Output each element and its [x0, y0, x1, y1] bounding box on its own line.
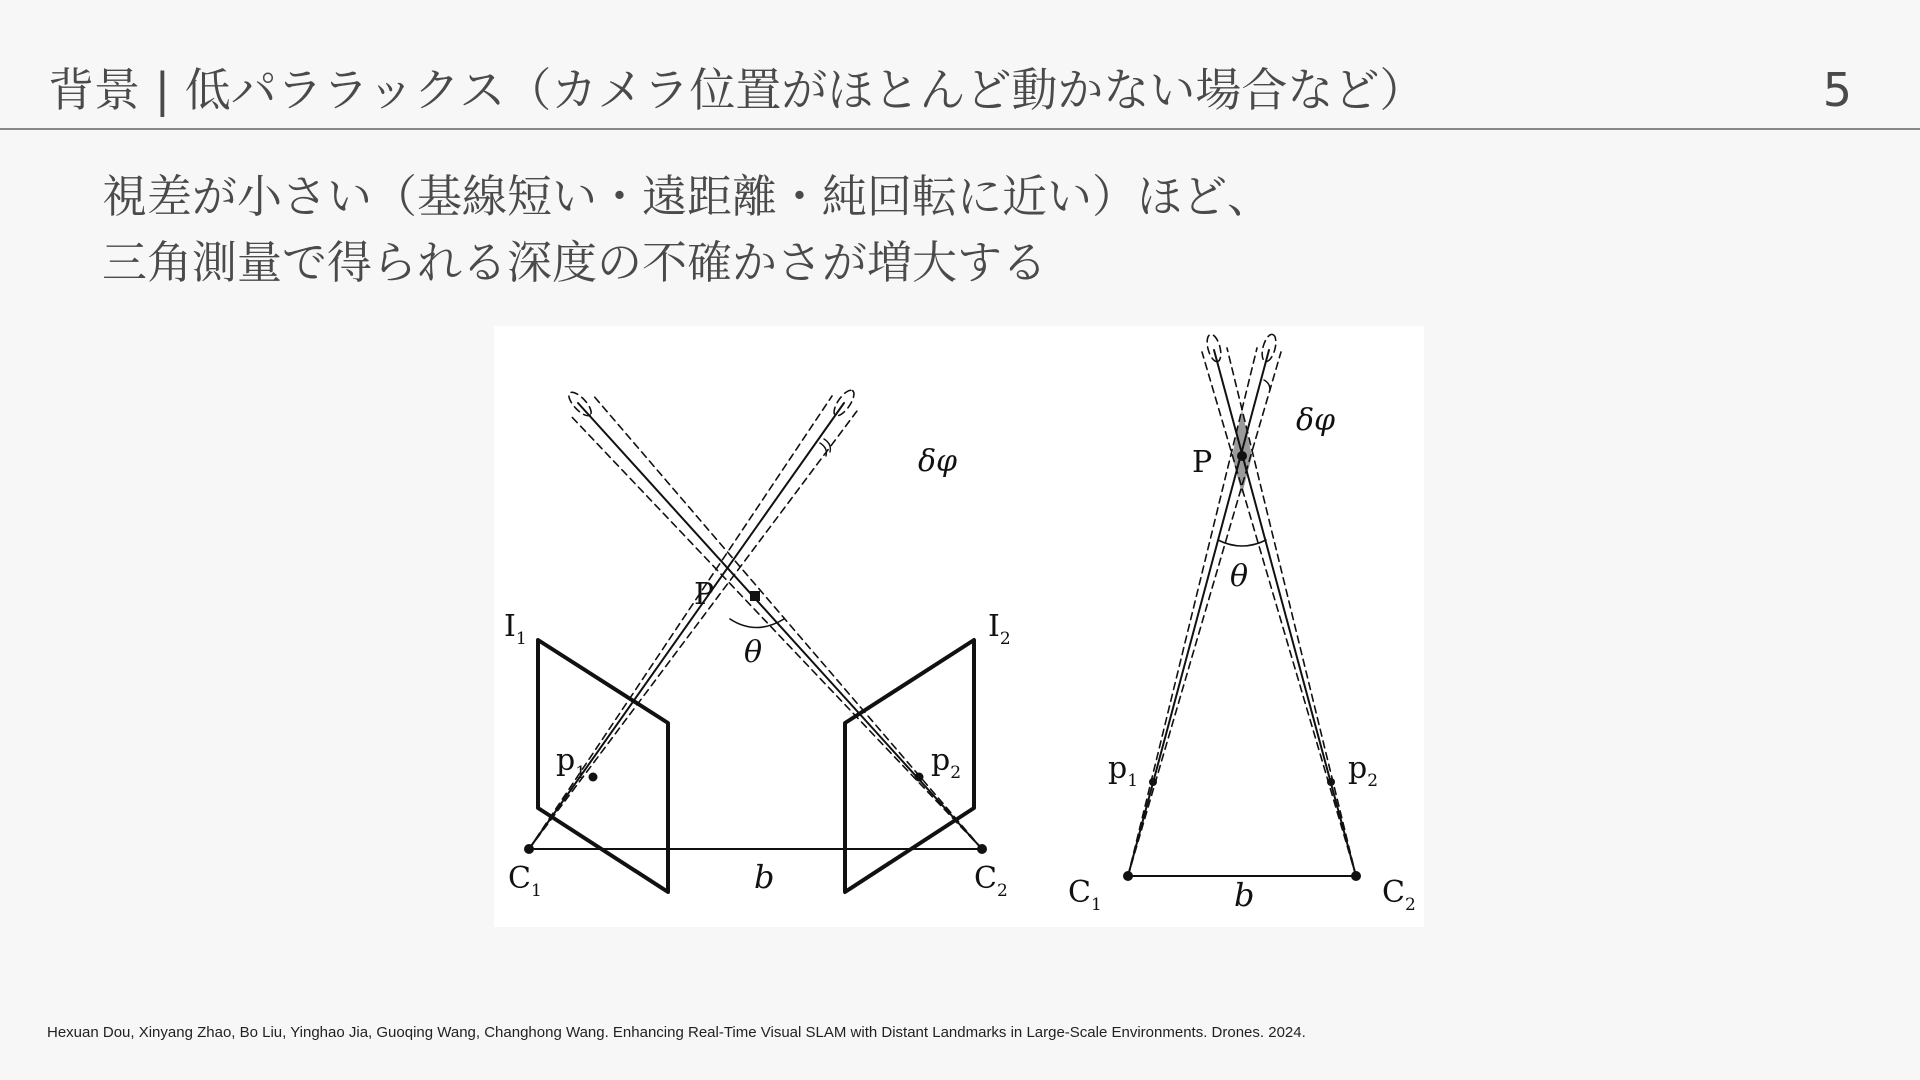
label-c1-right: $C_1$	[1068, 875, 1102, 915]
label-theta-right: θ	[1230, 559, 1249, 594]
ray-c1-dash-b	[529, 411, 857, 849]
camera-c2-left	[977, 844, 987, 854]
label-theta-left: θ	[744, 635, 763, 670]
label-i2: $I_2$	[988, 609, 1011, 649]
body-line-1: 視差が小さい（基線短い・遠距離・純回転に近い）ほど、	[102, 170, 1273, 223]
dphi-arc-right	[1264, 380, 1270, 390]
label-p-left: P	[694, 577, 715, 612]
point-p1-left	[589, 773, 598, 782]
right-ray-c1-dash-a	[1128, 348, 1257, 876]
label-p1-right: $p_1$	[1108, 751, 1139, 791]
camera-c1-left	[524, 844, 534, 854]
label-dphi-left: δφ	[918, 444, 958, 479]
label-p2-left: $p_2$	[931, 743, 962, 783]
label-c1-left: $C_1$	[508, 861, 542, 901]
label-b-left: b	[754, 858, 775, 896]
label-c2-left: $C_2$	[974, 861, 1008, 901]
right-ray-c2-dash-b	[1227, 348, 1356, 876]
body-text	[102, 164, 1802, 296]
triangulation-diagram	[494, 326, 1424, 927]
title-divider	[0, 128, 1920, 130]
point-p2-right	[1327, 778, 1335, 786]
right-ray-cap-left	[1205, 333, 1224, 363]
slide-title: 背景 | 低パララックス（カメラ位置がほとんど動かない場合など）	[48, 63, 1426, 117]
label-p-right: P	[1192, 445, 1213, 480]
label-p2-right: $p_2$	[1348, 751, 1379, 791]
label-b-right: b	[1234, 876, 1255, 914]
right-ray-cap-right	[1260, 333, 1279, 363]
citation: Hexuan Dou, Xinyang Zhao, Bo Liu, Yinghao Jia, Guoqing Wang, Changhong Wang. Enhancing Real-Time Visual SLAM with Distant Landmarks in Large-Scale Environments. Drones. 2024.	[47, 1024, 1306, 1041]
label-c2-right: $C_2$	[1382, 875, 1416, 915]
right-ray-c1-dash-b	[1128, 352, 1281, 876]
label-dphi-right: δφ	[1296, 403, 1336, 438]
right-ray-c1-solid	[1128, 350, 1269, 876]
point-p1-right	[1149, 778, 1157, 786]
label-p1-left: $p_1$	[556, 743, 587, 783]
page-number: 5	[1822, 63, 1852, 117]
camera-c2-right	[1351, 871, 1361, 881]
point-p2-left	[915, 773, 924, 782]
body-line-2: 三角測量で得られる深度の不確かさが増大する	[102, 236, 1048, 289]
point-p-right	[1237, 451, 1247, 461]
triangulation-figure	[494, 326, 1424, 927]
camera-c1-right	[1123, 871, 1133, 881]
point-p-left	[750, 591, 760, 601]
label-i1: $I_1$	[504, 609, 527, 649]
